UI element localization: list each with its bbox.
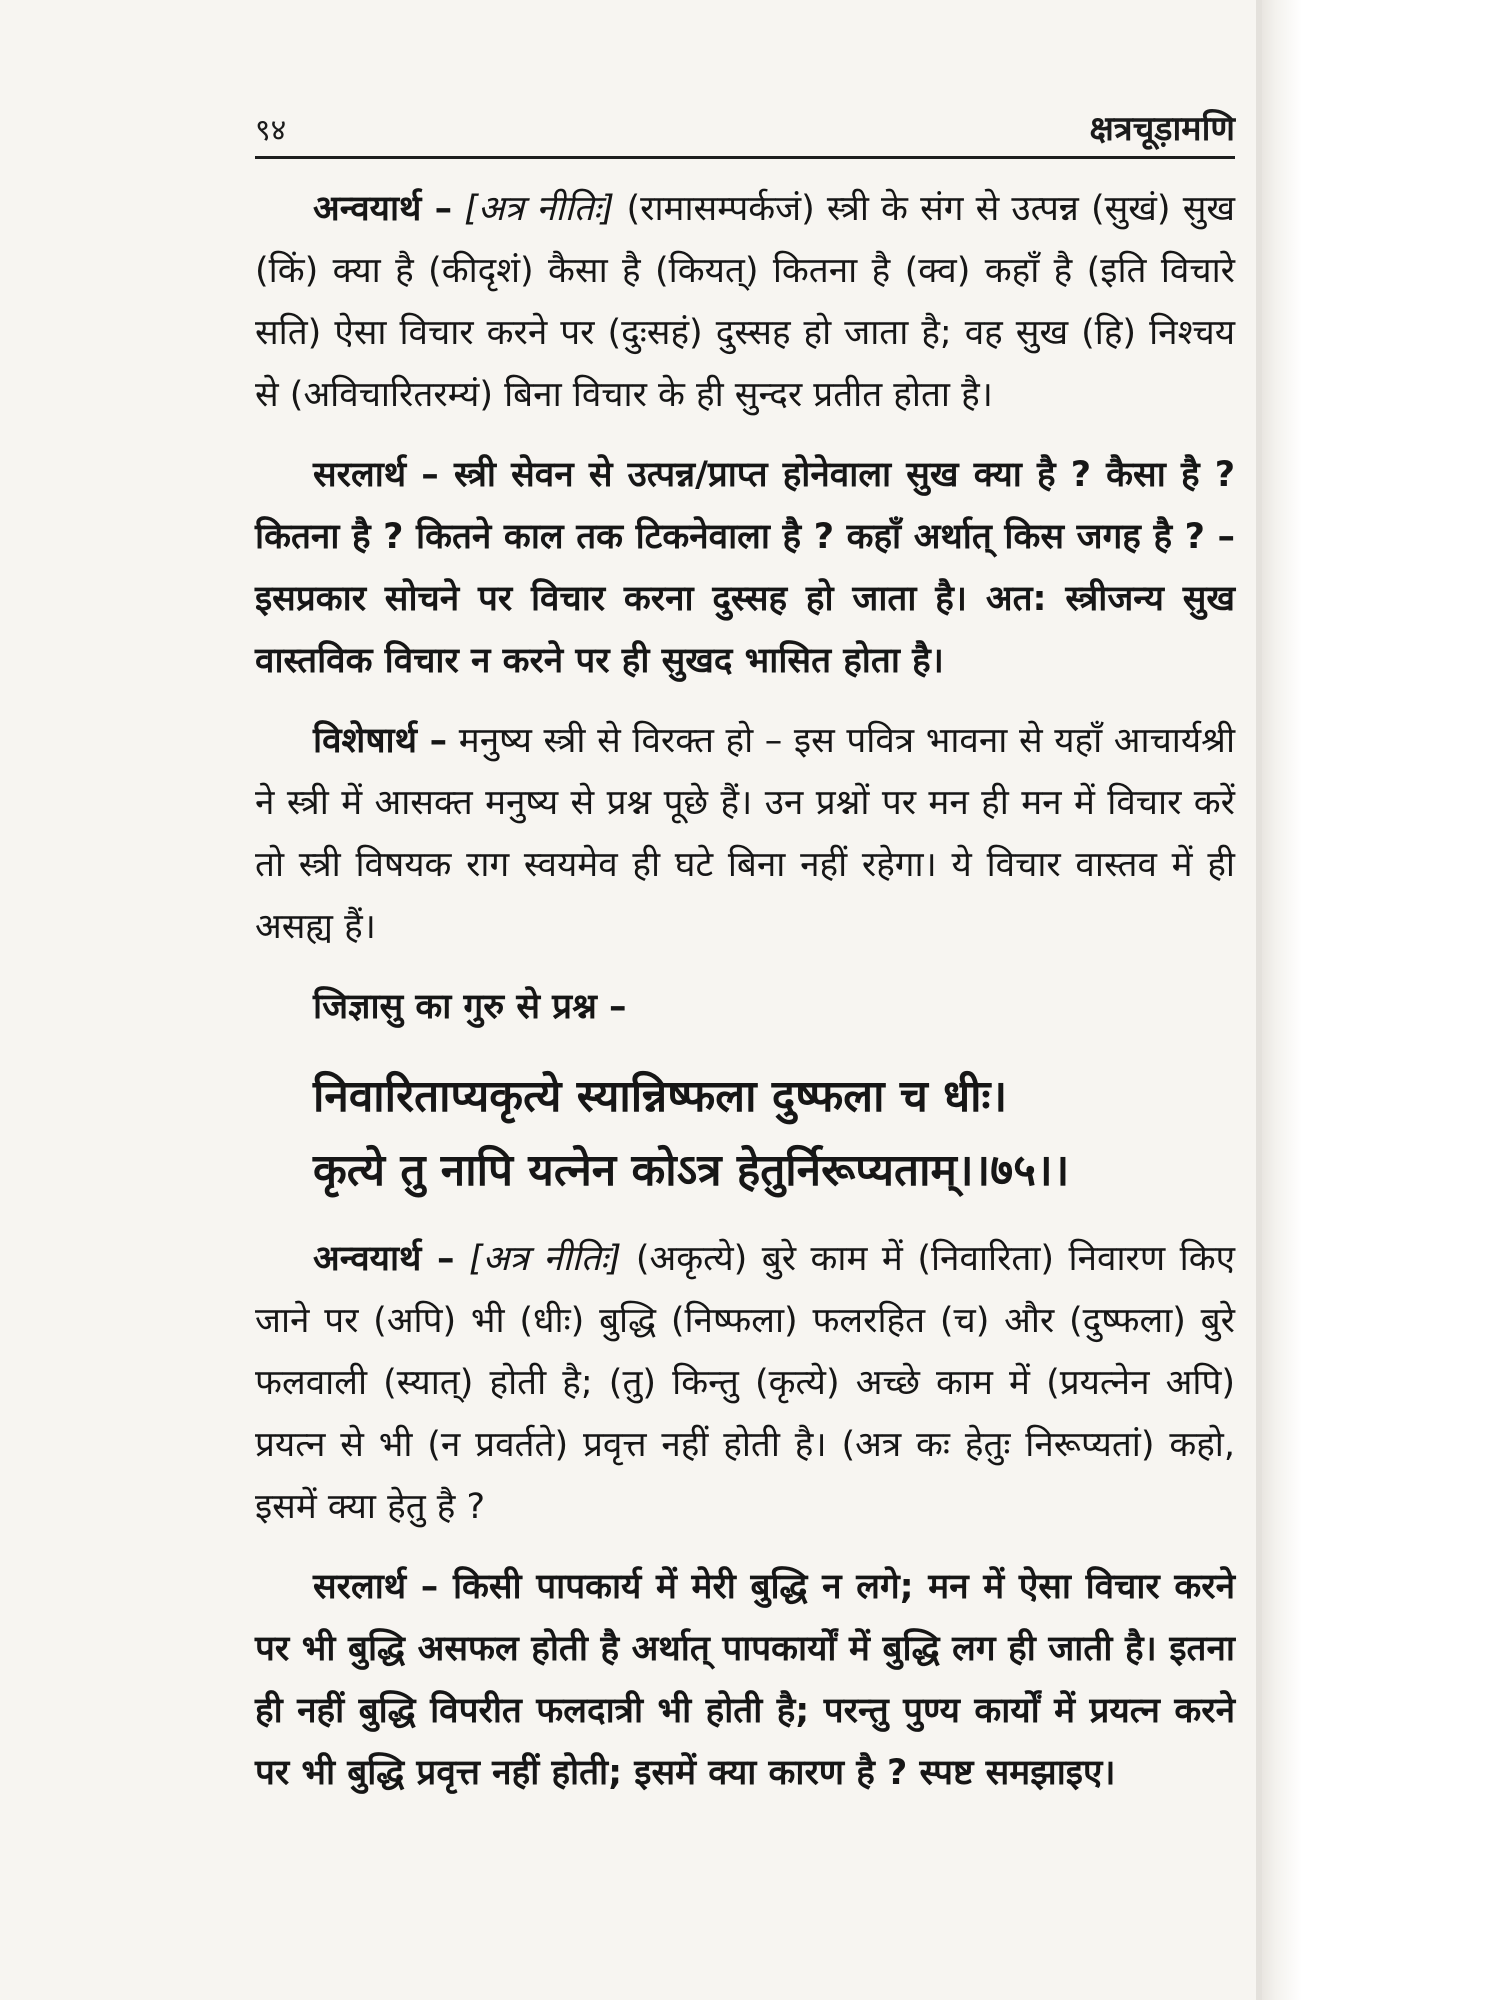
page-edge-shadow (1262, 0, 1500, 2000)
paragraph-saralartha-1 (255, 444, 1235, 692)
paragraph-anvayartha-1 (255, 178, 1235, 426)
paragraph-text: किसी पापकार्य में मेरी बुद्धि न लगे; मन में ऐसा विचार करने पर भी बुद्धि असफल होती है अर्थात् पापकार्यों में बुद्धि लग ही जाती है। इतना ही नहीं बुद्धि विपरीत फलदात्री भी होती है; परन्तु पुण्य कार्यों में प्रयत्न करने पर भी बुद्धि प्रवृत्त नहीं होती; इसमें क्या कारण है ? स्पष्ट समझाइए। (255, 1567, 1235, 1793)
page-number: ९४ (255, 113, 287, 148)
paragraph-text: स्त्री सेवन से उत्पन्न/प्राप्त होनेवाला सुख क्या है ? कैसा है ? कितना है ? कितने काल तक टिकनेवाला है ? कहाँ अर्थात् किस जगह है ? – इसप्रकार सोचने पर विचार करना दुस्सह हो जाता है। अत: स्त्रीजन्य सुख वास्तविक विचार न करने पर ही सुखद भासित होता है। (255, 455, 1235, 681)
atra-niti-note: [अत्र नीतिः] (468, 1239, 622, 1279)
visheshartha-label: विशेषार्थ – (313, 721, 448, 761)
paragraph-visheshartha (255, 710, 1235, 958)
anvayartha-label: अन्वयार्थ – (313, 1239, 455, 1279)
section-heading: जिज्ञासु का गुरु से प्रश्न – (313, 987, 627, 1027)
verse-line-2: कृत्ये तु नापि यत्नेन कोऽत्र हेतुर्निरूप्यताम्।।७५।। (313, 1145, 1070, 1196)
paragraph-saralartha-2 (255, 1556, 1235, 1804)
paragraph-text: (अकृत्ये) बुरे काम में (निवारिता) निवारण किए जाने पर (अपि) भी (धीः) बुद्धि (निष्फला) फलरहित (च) और (दुष्फला) बुरे फलवाली (स्यात्) होती है; (तु) किन्तु (कृत्ये) अच्छे काम में (प्रयत्नेन अपि) प्रयत्न से भी (न प्रवर्तते) प्रवृत्त नहीं होती है। (अत्र कः हेतुः निरूप्यतां) कहो, इसमें क्या हेतु है ? (255, 1239, 1235, 1527)
paragraph-text: मनुष्य स्त्री से विरक्त हो – इस पवित्र भावना से यहाँ आचार्यश्री ने स्त्री में आसक्त मनुष्य से प्रश्न पूछे हैं। उन प्रश्नों पर मन ही मन में विचार करें तो स्त्री विषयक राग स्वयमेव ही घटे बिना नहीं रहेगा। ये विचार वास्तव में ही असह्य हैं। (255, 721, 1236, 947)
verse-line-1: निवारिताप्यकृत्ये स्यान्निष्फला दुष्फला च धीः। (313, 1071, 1008, 1122)
running-title: क्षत्रचूड़ामणि (1089, 109, 1235, 149)
header-rule (255, 156, 1235, 159)
saralartha-label: सरलार्थ – (313, 455, 439, 495)
atra-niti-note: [अत्र नीतिः] (464, 189, 615, 229)
saralartha-label: सरलार्थ – (313, 1567, 439, 1607)
paragraph-text: (रामासम्पर्कजं) स्त्री के संग से उत्पन्न (सुखं) सुख (किं) क्या है (कीदृशं) कैसा है (कियत्) कितना है (क्व) कहाँ है (इति विचारे सति) ऐसा विचार करने पर (दुःसहं) दुस्सह हो जाता है; वह सुख (हि) निश्चय से (अविचारितरम्यं) बिना विचार के ही सुन्दर प्रतीत होता है। (255, 189, 1235, 415)
sanskrit-verse (255, 1060, 1235, 1208)
anvayartha-label: अन्वयार्थ – (313, 189, 453, 229)
page-header (255, 102, 1235, 154)
paragraph-anvayartha-2 (255, 1228, 1235, 1538)
page-body (255, 178, 1235, 1822)
